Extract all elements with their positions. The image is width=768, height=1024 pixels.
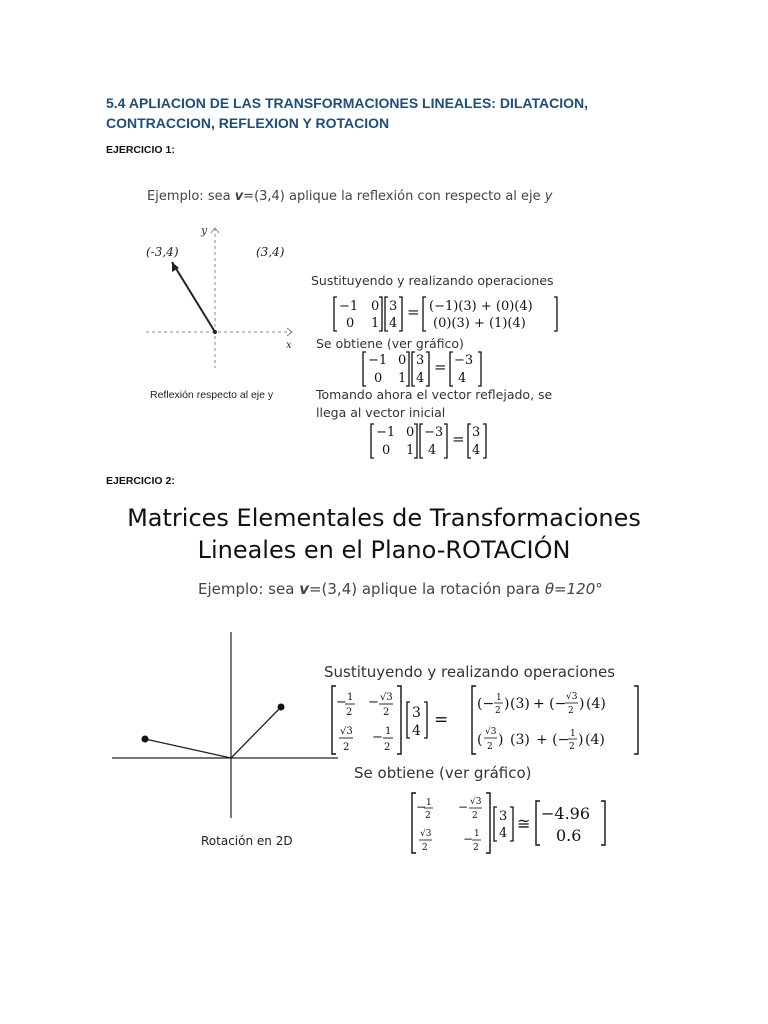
x-axis-label: x — [286, 340, 292, 351]
rhs1-open: (− — [477, 696, 495, 712]
rhs2: 4 — [472, 443, 481, 458]
v2: 4 — [428, 443, 437, 458]
rhs1: −4.96 — [541, 804, 591, 823]
rhs2-b: (4) — [585, 732, 605, 748]
m11: −1 — [376, 425, 396, 440]
m21-num: √3 — [420, 829, 432, 839]
m22-sign: − — [372, 730, 383, 745]
ex1-equation-3 — [370, 422, 510, 460]
m11: −1 — [368, 353, 388, 368]
exercise-2-example — [198, 580, 603, 598]
example-axis: y — [544, 189, 553, 204]
m12-sign: − — [368, 695, 379, 710]
reflection-graph-caption: Reflexión respecto al eje y — [150, 389, 274, 401]
rhs2: (0)(3) + (1)(4) — [433, 316, 526, 331]
ex2-equation-2 — [410, 791, 620, 855]
m22: 1 — [406, 443, 415, 458]
rhs2-a: (3) — [510, 732, 530, 748]
m11-den: 2 — [425, 811, 431, 821]
ex1-substituting-text: Sustituyendo y realizando operaciones — [311, 273, 554, 288]
m22-den: 2 — [473, 843, 479, 853]
rhs2-close: ) — [498, 732, 504, 748]
rhs1-frac-num: 1 — [496, 693, 502, 703]
m11-num: 1 — [426, 798, 432, 808]
m12-den: 2 — [472, 811, 478, 821]
rhs1-frac2-den: 2 — [568, 706, 574, 716]
v2: 4 — [412, 723, 421, 739]
y-axis-label: y — [201, 224, 208, 237]
m22-num: 1 — [474, 829, 480, 839]
point-left-label: (-3,4) — [146, 245, 179, 259]
example-prefix: Ejemplo: sea — [147, 189, 235, 204]
example-angle: θ=120° — [544, 580, 603, 598]
v2: 4 — [389, 316, 398, 331]
rhs1-plus: + (− — [533, 696, 567, 712]
ex2-equation-1 — [330, 684, 646, 756]
m12-sign: − — [458, 800, 469, 814]
rhs1-b: (4) — [586, 696, 606, 712]
rhs2-open: ( — [477, 732, 483, 748]
rhs2-frac2-den: 2 — [569, 742, 575, 752]
rhs2-frac2-num: 1 — [570, 729, 576, 739]
equals: = — [434, 710, 449, 730]
v2: 4 — [416, 371, 425, 386]
x-axis-arrow — [287, 328, 292, 336]
m12: 0 — [406, 425, 415, 440]
v1: 3 — [416, 353, 425, 368]
m22-den: 2 — [384, 742, 391, 753]
point-right-label: (3,4) — [256, 245, 285, 259]
title-line2: Lineales en el Plano-ROTACIÓN — [197, 536, 571, 564]
reflection-graph — [136, 218, 306, 408]
m21-num: √3 — [340, 726, 353, 737]
exercise-2-title — [0, 502, 768, 566]
rhs1-a: (3) — [510, 696, 530, 712]
m22-num: 1 — [385, 726, 392, 737]
rhs2-frac-num: √3 — [485, 727, 497, 737]
rhs2-frac-den: 2 — [487, 742, 493, 752]
m22: 1 — [398, 371, 407, 386]
v1: 3 — [499, 809, 508, 824]
m22: 1 — [371, 316, 380, 331]
exercise-2-label: EJERCICIO 2: — [106, 475, 175, 487]
reflected-vector — [172, 262, 215, 332]
ex1-equation-1 — [333, 294, 573, 334]
m11-den: 2 — [346, 707, 353, 718]
title-line1: Matrices Elementales de Transformaciones — [127, 504, 641, 532]
m21: 0 — [346, 316, 355, 331]
rotation-graph-caption: Rotación en 2D — [201, 834, 293, 848]
ex1-result-text: Se obtiene (ver gráfico) — [316, 336, 464, 351]
section-heading-line1: 5.4 APLIACION DE LAS TRANSFORMACIONES LINEALES: DILATACION, — [106, 95, 588, 111]
m11-sign: − — [416, 800, 427, 814]
ex2-substituting-text: Sustituyendo y realizando operaciones — [324, 663, 616, 681]
rotated-vector — [145, 739, 231, 758]
example-vector: v — [299, 580, 309, 598]
m11: −1 — [339, 299, 359, 314]
m21-den: 2 — [422, 843, 428, 853]
ex1-back-text-line1: Tomando ahora el vector reflejado, se — [316, 387, 553, 402]
equals: = — [434, 358, 447, 376]
m21: 0 — [374, 371, 383, 386]
rhs1-frac2-num: √3 — [566, 692, 578, 702]
rhs1-close2: ) — [579, 696, 585, 712]
m12-num: √3 — [470, 797, 482, 807]
m12-num: √3 — [380, 692, 393, 703]
exercise-1-label: EJERCICIO 1: — [106, 144, 175, 156]
rotation-graph — [110, 628, 340, 838]
v1: 3 — [389, 299, 398, 314]
approx-sign: ≅ — [517, 814, 531, 833]
example-rest: =(3,4) aplique la rotación para — [308, 580, 545, 598]
rotated-point — [142, 736, 149, 743]
ex1-equation-2 — [362, 350, 502, 388]
rhs2-plus: + (− — [536, 732, 570, 748]
exercise-1-example — [147, 189, 552, 204]
original-vector — [231, 707, 281, 758]
v1: −3 — [424, 425, 444, 440]
m21-den: 2 — [343, 742, 350, 753]
section-heading — [106, 93, 706, 133]
m11-sign: − — [336, 695, 347, 710]
example-prefix: Ejemplo: sea — [198, 580, 300, 598]
rhs2: 0.6 — [556, 826, 582, 845]
example-rest: =(3,4) aplique la reflexión con respecto al eje — [243, 189, 545, 204]
m12-den: 2 — [383, 707, 390, 718]
v1: 3 — [412, 705, 421, 721]
ex2-result-text: Se obtiene (ver gráfico) — [354, 764, 532, 782]
m21: 0 — [382, 443, 391, 458]
m12: 0 — [371, 299, 380, 314]
m11-num: 1 — [347, 692, 354, 703]
ex1-back-text-line2: llega al vector inicial — [316, 405, 446, 420]
m22-sign: − — [463, 832, 474, 846]
original-point — [278, 704, 285, 711]
rhs1: 3 — [472, 425, 481, 440]
equals: = — [407, 303, 420, 321]
equals: = — [452, 430, 465, 448]
section-heading-line2: CONTRACCION, REFLEXION Y ROTACION — [106, 115, 390, 131]
rhs2-close2: ) — [578, 732, 584, 748]
rhs1: (−1)(3) + (0)(4) — [429, 299, 533, 314]
rhs2: 4 — [458, 371, 467, 386]
origin-point — [213, 330, 217, 334]
rhs1-frac-den: 2 — [495, 706, 501, 716]
rhs1-close: ) — [504, 696, 510, 712]
m12: 0 — [398, 353, 407, 368]
v2: 4 — [499, 826, 508, 841]
rhs1: −3 — [454, 353, 474, 368]
example-vector: v — [234, 189, 244, 204]
